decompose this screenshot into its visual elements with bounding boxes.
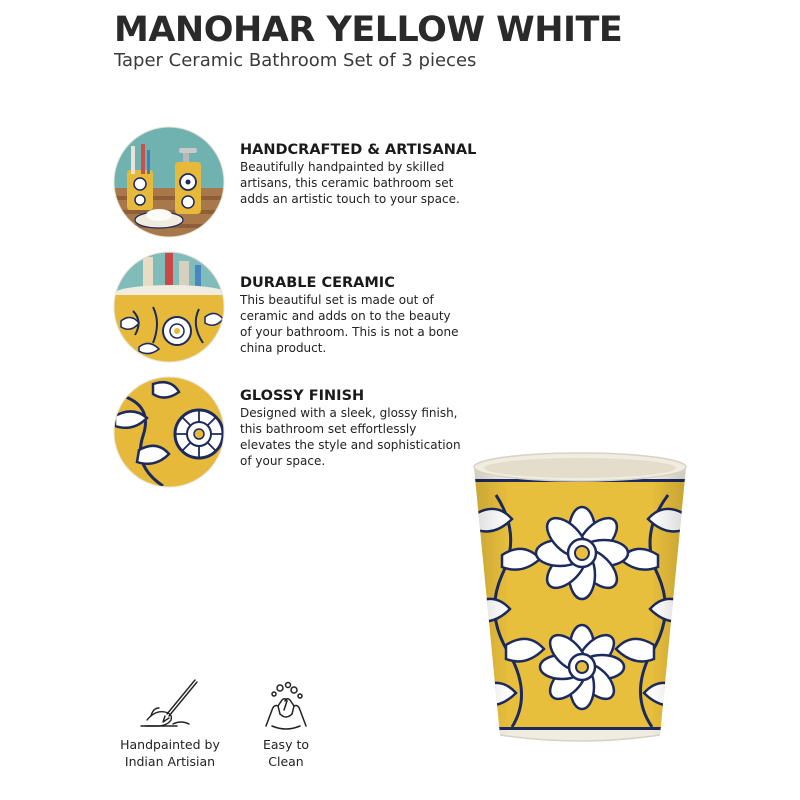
feature-line: Designed with a sleek, glossy finish, <box>240 406 458 420</box>
badge-handpainted <box>108 676 232 770</box>
badge-line: Handpainted by <box>120 737 220 752</box>
feature-text <box>240 142 490 207</box>
hand-painting-icon <box>137 676 203 732</box>
feature-line: of your space. <box>240 454 326 468</box>
product-title: MANOHAR YELLOW WHITE <box>114 10 623 50</box>
floral-pattern-thumbnail <box>113 376 225 488</box>
feature-description <box>240 292 490 356</box>
tumbler-closeup-thumbnail <box>113 251 225 363</box>
feature-title: GLOSSY FINISH <box>240 388 365 404</box>
feature-line: artisans, this ceramic bathroom set <box>240 176 454 190</box>
bathroom-set-thumbnail <box>113 126 225 238</box>
washing-hands-icon <box>258 680 314 732</box>
feature-line: china product. <box>240 341 327 355</box>
feature-title: DURABLE CERAMIC <box>240 275 395 291</box>
badge-label <box>108 736 232 770</box>
feature-line: of your bathroom. This is not a bone <box>240 325 459 339</box>
badge-label <box>248 736 324 770</box>
feature-text <box>240 388 490 469</box>
feature-title: HANDCRAFTED & ARTISANAL <box>240 142 477 158</box>
feature-line: ceramic and adds on to the beauty <box>240 309 451 323</box>
feature-line: Beautifully handpainted by skilled <box>240 160 445 174</box>
feature-line: this bathroom set effortlessly <box>240 422 417 436</box>
badge-easy-clean <box>248 680 324 770</box>
feature-handcrafted <box>113 126 493 238</box>
feature-line: adds an artistic touch to your space. <box>240 192 460 206</box>
feature-description <box>240 405 490 469</box>
product-subtitle: Taper Ceramic Bathroom Set of 3 pieces <box>114 50 477 71</box>
feature-text <box>240 275 490 356</box>
badge-line: Indian Artisian <box>124 754 216 769</box>
feature-durable <box>113 251 493 363</box>
feature-line: elevates the style and sophistication <box>240 438 461 452</box>
tumbler-product-image <box>462 445 698 750</box>
feature-glossy <box>113 376 493 488</box>
badge-line: Easy to Clean <box>263 737 309 769</box>
feature-line: This beautiful set is made out of <box>240 293 434 307</box>
feature-description <box>240 159 490 207</box>
